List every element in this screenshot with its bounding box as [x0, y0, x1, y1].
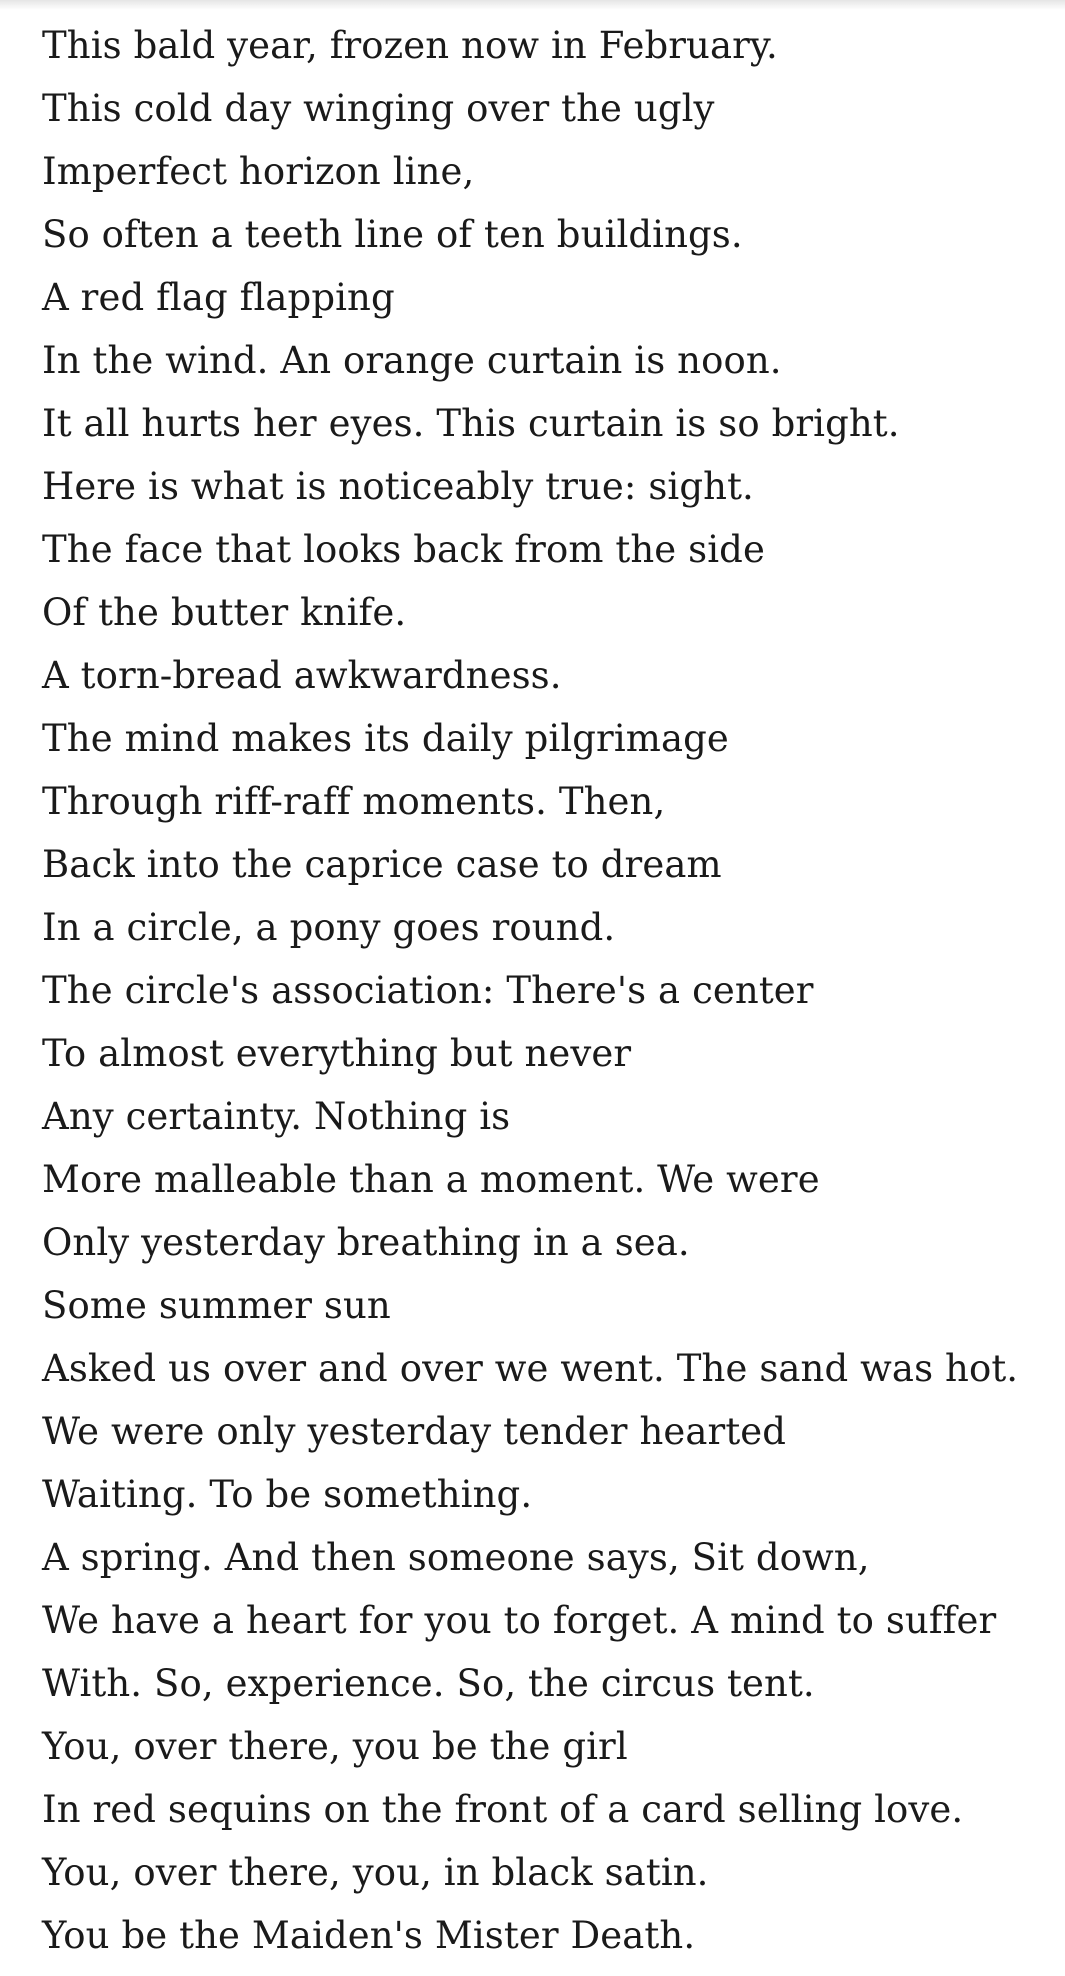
poem-line: A red flag flapping — [42, 276, 395, 319]
poem-line: We were only yesterday tender hearted — [42, 1410, 787, 1453]
poem-line: You, over there, you, in black satin. — [42, 1851, 709, 1894]
poem-line: With. So, experience. So, the circus tent. — [42, 1662, 815, 1705]
top-edge-shadow — [0, 0, 1065, 10]
poem-line: You be the Maiden's Mister Death. — [42, 1914, 696, 1957]
poem-line: Imperfect horizon line, — [42, 150, 475, 193]
poem-text — [42, 14, 1042, 1967]
poem-line: In red sequins on the front of a card selling love. — [42, 1788, 964, 1831]
poem-line: The mind makes its daily pilgrimage — [42, 717, 729, 760]
poem-line: We have a heart for you to forget. A mind to suffer — [42, 1599, 997, 1642]
poem-line: Here is what is noticeably true: sight. — [42, 465, 754, 508]
poem-line: Through riff-raff moments. Then, — [42, 780, 666, 823]
poem-line: A torn-bread awkwardness. — [42, 654, 562, 697]
poem-line: Any certainty. Nothing is — [42, 1095, 511, 1138]
poem-line: Waiting. To be something. — [42, 1473, 533, 1516]
poem-line: Back into the caprice case to dream — [42, 843, 722, 886]
poem-line: A spring. And then someone says, Sit down, — [42, 1536, 870, 1579]
poem-line: This cold day winging over the ugly — [42, 87, 715, 130]
poem-line: The circle's association: There's a center — [42, 969, 814, 1012]
poem-line: In the wind. An orange curtain is noon. — [42, 339, 782, 382]
poem-line: Only yesterday breathing in a sea. — [42, 1221, 690, 1264]
poem-line: The face that looks back from the side — [42, 528, 765, 571]
poem-line: Of the butter knife. — [42, 591, 407, 634]
poem-line: In a circle, a pony goes round. — [42, 906, 616, 949]
poem-line: It all hurts her eyes. This curtain is so bright. — [42, 402, 900, 445]
poem-line: This bald year, frozen now in February. — [42, 24, 778, 67]
poem-line: More malleable than a moment. We were — [42, 1158, 820, 1201]
poem-line: To almost everything but never — [42, 1032, 632, 1075]
poem-line: Asked us over and over we went. The sand was hot. — [42, 1347, 1019, 1390]
poem-line: So often a teeth line of ten buildings. — [42, 213, 743, 256]
poem-line: You, over there, you be the girl — [42, 1725, 628, 1768]
poem-line: Some summer sun — [42, 1284, 391, 1327]
